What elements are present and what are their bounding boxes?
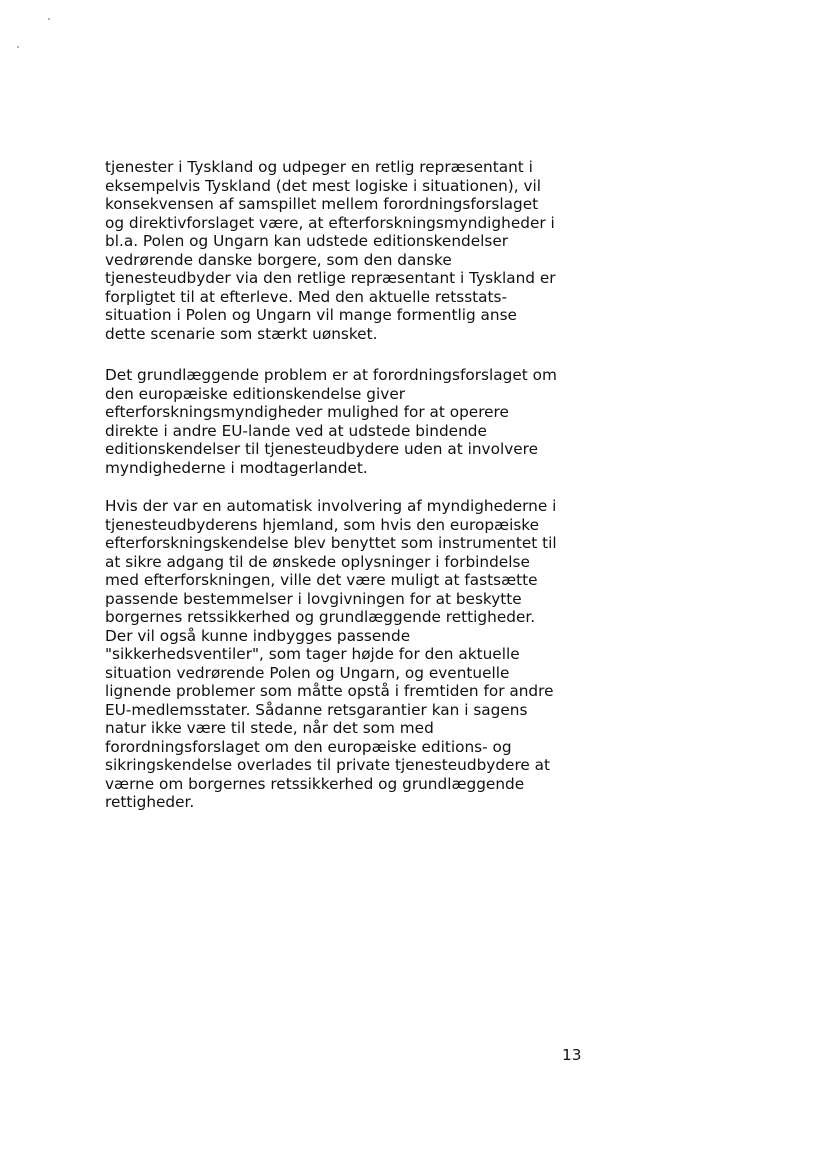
text-line: efterforskningsmyndigheder mulighed for at operere — [105, 403, 509, 421]
text-line: borgernes retssikkerhed og grundlæggende rettigheder. — [105, 608, 536, 626]
text-line: EU-medlemsstater. Sådanne retsgarantier kan i sagens — [105, 700, 528, 719]
text-line: og direktivforslaget være, at efterforskningsmyndigheder i — [105, 213, 555, 232]
text-line: tjenesteudbyder via den retlige repræsentant i Tyskland er — [105, 269, 556, 287]
text-line: natur ikke være til stede, når det som med — [105, 719, 434, 737]
text-line: situation i Polen og Ungarn vil mange formentlig anse — [105, 306, 517, 324]
text-line: "sikkerhedsventiler", som tager højde for den aktuelle — [105, 645, 520, 663]
text-line: med efterforskningen, ville det være muligt at fastsætte — [105, 571, 538, 589]
text-line: editionskendelser til tjenesteudbydere uden at involvere — [105, 440, 539, 458]
text-line: situation vedrørende Polen og Ungarn, og eventuelle — [105, 663, 510, 682]
paragraph-1 — [105, 158, 590, 343]
text-line: forordningsforslaget om den europæiske editions- og — [105, 737, 512, 756]
text-line: bl.a. Polen og Ungarn kan udstede editionskendelser — [105, 232, 509, 250]
text-line: forpligtet til at efterleve. Med den aktuelle retsstats- — [105, 287, 508, 306]
text-line: Der vil også kunne indbygges passende — [105, 626, 411, 645]
text-line: tjenester i Tyskland og udpeger en retlig repræsentant i — [105, 158, 533, 176]
text-line: Det grundlæggende problem er at forordningsforslaget om — [105, 366, 557, 384]
text-line: Hvis der var en automatisk involvering af myndighederne i — [105, 497, 557, 515]
scan-speck — [48, 18, 50, 20]
paragraph-3 — [105, 497, 590, 812]
text-line: lignende problemer som måtte opstå i fremtiden for andre — [105, 682, 554, 700]
text-line: konsekvensen af samspillet mellem forordningsforslaget — [105, 195, 539, 213]
text-line: passende bestemmelser i lovgivningen for at beskytte — [105, 589, 522, 608]
text-line: myndighederne i modtagerlandet. — [105, 458, 368, 477]
page-number: 13 — [562, 1046, 582, 1064]
text-line: værne om borgernes retssikkerhed og grundlæggende — [105, 774, 525, 793]
text-line: rettigheder. — [105, 793, 195, 811]
text-line: den europæiske editionskendelse giver — [105, 384, 406, 403]
scan-speck — [17, 46, 19, 48]
text-line: tjenesteudbyderens hjemland, som hvis den europæiske — [105, 515, 540, 534]
paragraph-2 — [105, 366, 590, 477]
text-line: direkte i andre EU-lande ved at udstede bindende — [105, 421, 487, 440]
text-line: eksempelvis Tyskland (det mest logiske i situationen), vil — [105, 176, 542, 195]
text-line: efterforskningskendelse blev benyttet som instrumentet til — [105, 534, 557, 552]
text-line: sikringskendelse overlades til private tjenesteudbydere at — [105, 756, 551, 774]
text-line: dette scenarie som stærkt uønsket. — [105, 324, 378, 343]
text-line: at sikre adgang til de ønskede oplysninger i forbindelse — [105, 552, 530, 571]
text-line: vedrørende danske borgere, som den danske — [105, 250, 452, 269]
